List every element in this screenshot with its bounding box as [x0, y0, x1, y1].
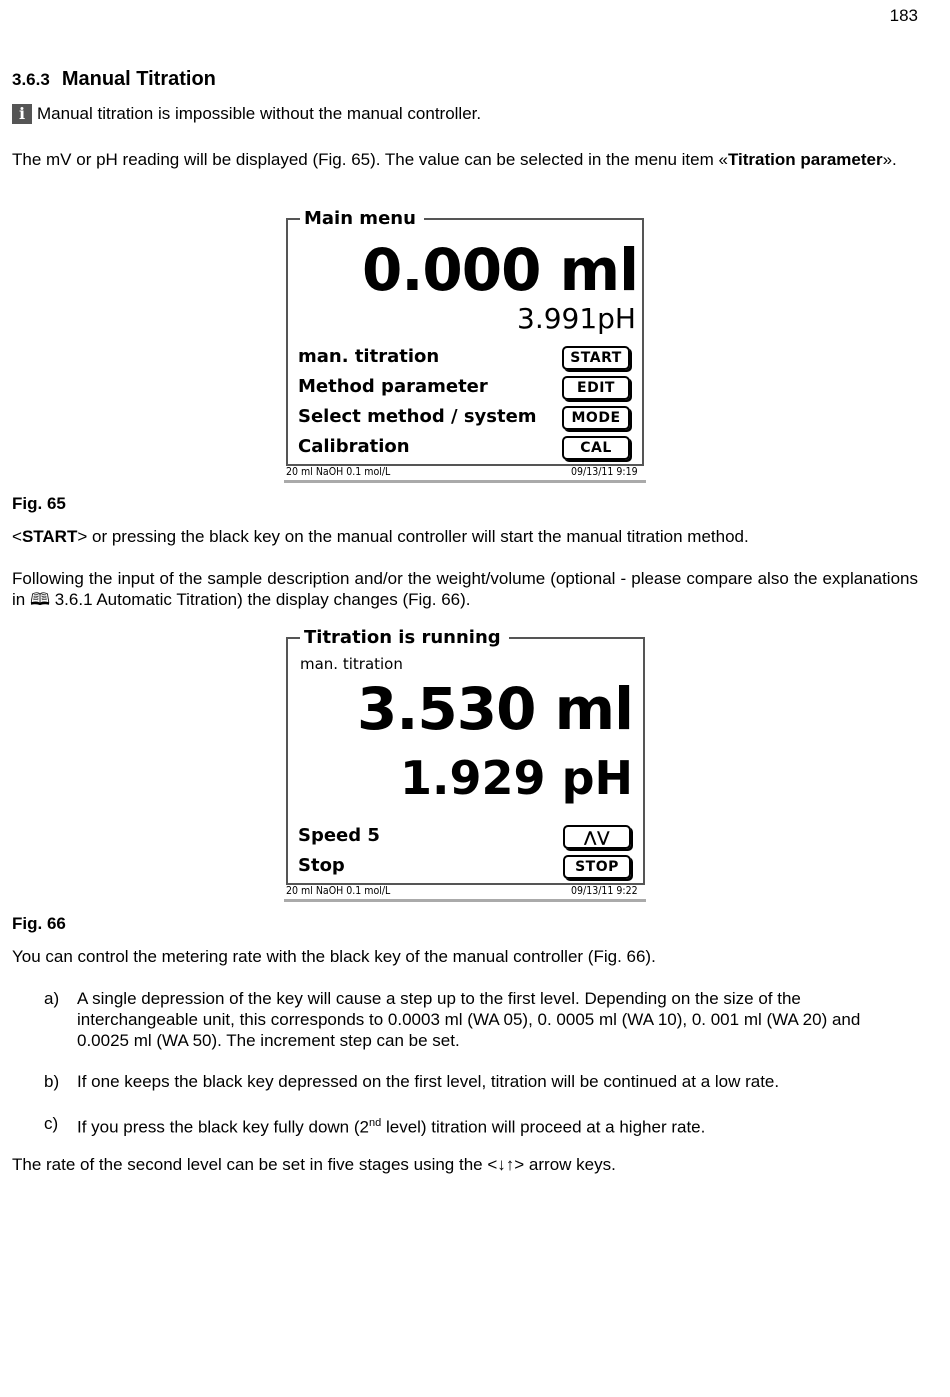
- fig65-display: [286, 208, 644, 466]
- list-item: [44, 1113, 904, 1138]
- fig66-status-left: 20 ml NaOH 0.1 mol/L: [286, 885, 391, 897]
- paragraph-second-level: The rate of the second level can be set in five stages using the <↓↑> arrow keys.: [12, 1155, 616, 1174]
- mode-key[interactable]: MODE: [562, 406, 630, 430]
- info-note-text: Manual titration is impossible without the manual controller.: [37, 104, 482, 123]
- fig66-caption: Fig. 66: [12, 914, 66, 933]
- edit-key[interactable]: EDIT: [562, 376, 630, 400]
- list-text-part: If you press the black key fully down (2: [77, 1117, 369, 1137]
- para2-text: <: [12, 527, 22, 546]
- list-item: [44, 1071, 904, 1092]
- list-text: If one keeps the black key depressed on the first level, titration will be continued at a low rate.: [77, 1072, 780, 1091]
- fig65-status-underline: [284, 480, 646, 483]
- fig66-status-underline: [284, 899, 646, 902]
- lcd-reading: 1.929 pH: [400, 751, 633, 805]
- start-key[interactable]: START: [562, 346, 630, 370]
- fig66-status-right: 09/13/11 9:22: [571, 885, 638, 897]
- speed-arrows-key[interactable]: ⋀⋁: [563, 825, 631, 849]
- list-text-part: level) titration will proceed at a higher rate.: [381, 1117, 706, 1137]
- menu-item-reference: Titration parameter: [727, 150, 883, 169]
- page-number: 183: [889, 6, 918, 25]
- list-item: [44, 988, 904, 1051]
- para2-text-end: > or pressing the black key on the manual controller will start the manual titration method.: [77, 527, 749, 546]
- paragraph-display-changes: Following the input of the sample description and/or the weight/volume (optional - please compare also the explanations in 🕮 3.6.1 Automatic Titration) the display changes (Fig. 66).: [12, 569, 918, 609]
- list-letter: b): [44, 1072, 60, 1091]
- lcd-row-label: Method parameter: [298, 376, 488, 397]
- lcd-row-label: Stop: [298, 855, 345, 876]
- lcd-row-label: Speed 5: [298, 825, 380, 846]
- paragraph-start: [12, 526, 918, 547]
- fig66-display: [286, 627, 645, 885]
- start-key-reference: START: [21, 527, 78, 546]
- para1-text: The mV or pH reading will be displayed (Fig. 65). The value can be selected in the menu item «: [12, 150, 728, 169]
- lcd-volume: 0.000 ml: [362, 236, 638, 304]
- section-title: Manual Titration: [61, 68, 216, 90]
- lcd-title: Main menu: [300, 208, 424, 230]
- paragraph-metering-rate: You can control the metering rate with the black key of the manual controller (Fig. 66).: [12, 947, 656, 966]
- para1-text-end: ».: [882, 150, 897, 169]
- lcd-row-label: Calibration: [298, 436, 410, 457]
- cal-key[interactable]: CAL: [562, 436, 630, 460]
- lcd-title: Titration is running: [300, 627, 509, 649]
- list-text: A single depression of the key will cause a step up to the first level. Depending on the size of the interchangeable unit, this corresponds to 0.0003 ml (WA 05), 0. 0005 ml (WA 10), 0. 001 ml (WA 20) and 0.0025 ml (WA 50). The increment step can be set.: [77, 989, 861, 1050]
- lcd-subtitle: man. titration: [300, 655, 403, 673]
- superscript: nd: [368, 1117, 382, 1129]
- section-heading: [12, 68, 216, 91]
- lcd-row-label: man. titration: [298, 346, 440, 367]
- fig65-status-right: 09/13/11 9:19: [571, 466, 638, 478]
- list-text: [77, 1113, 904, 1138]
- stop-key[interactable]: STOP: [563, 855, 631, 879]
- info-note: [12, 104, 481, 124]
- list-letter: c): [44, 1114, 59, 1133]
- fig65-status-left: 20 ml NaOH 0.1 mol/L: [286, 466, 391, 478]
- paragraph-reading: [12, 149, 918, 170]
- section-number: 3.6.3: [12, 70, 50, 89]
- lcd-volume: 3.530 ml: [357, 675, 633, 743]
- lcd-reading: 3.991pH: [517, 302, 636, 335]
- lcd-row-label: Select method / system: [298, 406, 537, 427]
- info-icon: i: [12, 104, 32, 124]
- list-letter: a): [44, 989, 60, 1008]
- fig65-caption: Fig. 65: [12, 494, 66, 513]
